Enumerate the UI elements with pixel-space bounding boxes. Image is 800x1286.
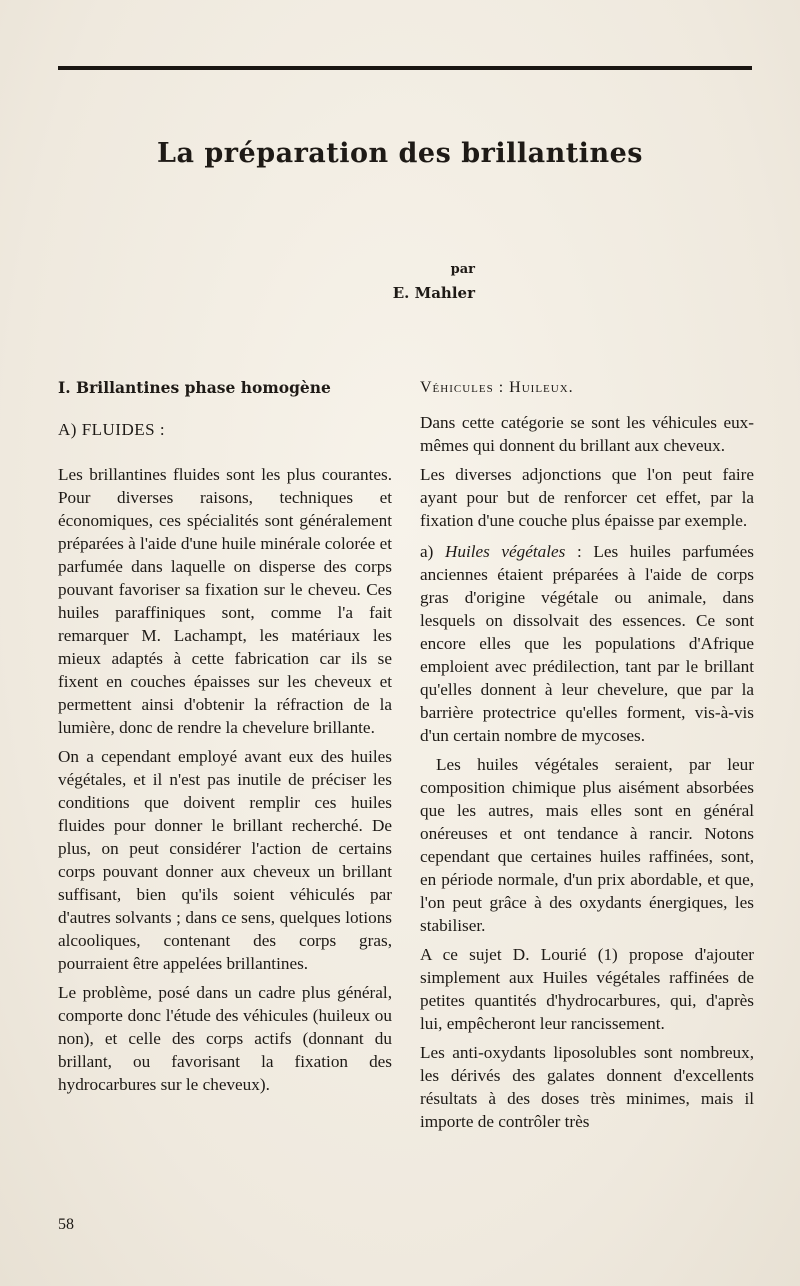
paragraph: Les anti-oxydants liposolubles sont nombreux, les dérivés des galates donnent d'excellents résultats à des doses très minimes, mais il importe de contrôler très bbox=[420, 1043, 754, 1131]
paragraph: Les diverses adjonctions que l'on peut faire ayant pour but de renforcer cet effet, par la fixation d'une couche plus épaisse par exemple. bbox=[420, 465, 754, 530]
byline-par: par bbox=[450, 262, 475, 277]
subsection-italic-title: Huiles végétales bbox=[444, 542, 566, 561]
article-title: La préparation des brillantines bbox=[157, 138, 643, 169]
sub-heading-fluides: A) FLUIDES : bbox=[58, 420, 166, 439]
subsection-label: a) bbox=[420, 542, 445, 561]
paragraph: Dans cette catégorie se sont les véhicules eux-mêmes qui donnent du brillant aux cheveux. bbox=[420, 413, 754, 455]
paragraph: Le problème, posé dans un cadre plus général, comporte donc l'étude des véhicules (huileux ou non), et celle des corps actifs (donnant du brillant, ou favorisant la fixation des hydrocarbures sur le cheveux). bbox=[58, 983, 392, 1094]
paragraph: A ce sujet D. Lourié (1) propose d'ajouter simplement aux Huiles végétales raffinées de petites quantités d'hydrocarbures, qui, d'après lui, empêcheront leur rancissement. bbox=[420, 945, 754, 1033]
paragraph-huiles-vegetales bbox=[420, 540, 754, 747]
section-heading-vehicules: Véhicules : Huileux. bbox=[420, 379, 574, 396]
paragraph: On a cependant employé avant eux des huiles végétales, et il n'est pas inutile de préciser les conditions que doivent remplir ces huiles fluides pour donner le brillant recherché. De plus, on peut considérer l'action de certains corps pouvant donner aux cheveux un brillant suffisant, bien qu'ils soient véhiculés par d'autres solvants ; dans ce sens, quelques lotions alcooliques, contenant des corps gras, pourraient être appelées brillantines. bbox=[58, 747, 392, 973]
right-column bbox=[420, 376, 754, 1139]
section-heading: I. Brillantines phase homogène bbox=[58, 378, 331, 397]
top-rule bbox=[58, 66, 752, 70]
paragraph: Les brillantines fluides sont les plus courantes. Pour diverses raisons, techniques et économiques, ces spécialités sont généralement préparées à l'aide d'une huile minérale colorée et parfumée dans laquelle on disperse des corps pouvant favoriser sa fixation sur le cheveu. Ces huiles paraffiniques sont, comme l'a fait remarquer M. Lachampt, les matériaux les mieux adaptés à cette fabrication car ils se fixent en couches épaisses sur les cheveux et permettent ainsi d'obtenir la réfraction de la lumière, donc de rendre la chevelure brillante. bbox=[58, 465, 393, 737]
page-number: 58 bbox=[58, 1216, 74, 1233]
paragraph: Les huiles végétales seraient, par leur composition chimique plus aisément absorbées que les autres, mais elles sont en général onéreuses et ont tendance à rancir. Notons cependant que certaines huiles raffinées, sont, en période normale, d'un prix abordable, et que, l'on peut grâce à des oxydants énergiques, les stabiliser. bbox=[420, 755, 754, 935]
left-column bbox=[58, 376, 392, 1102]
subsection-text: : Les huiles parfumées anciennes étaient préparées à l'aide de corps gras d'origine végétale ou animale, dans lesquels on dissolvait des essences. Ce sont encore elles que les populations d'Afrique emploient avec prédilection, tant par le brillant qu'elles donnent à leur chevelure, que par la barrière protectrice qu'elles forment, vis-à-vis d'un certain nombre de mycoses. bbox=[420, 542, 754, 745]
author-name: E. Mahler bbox=[392, 284, 475, 302]
